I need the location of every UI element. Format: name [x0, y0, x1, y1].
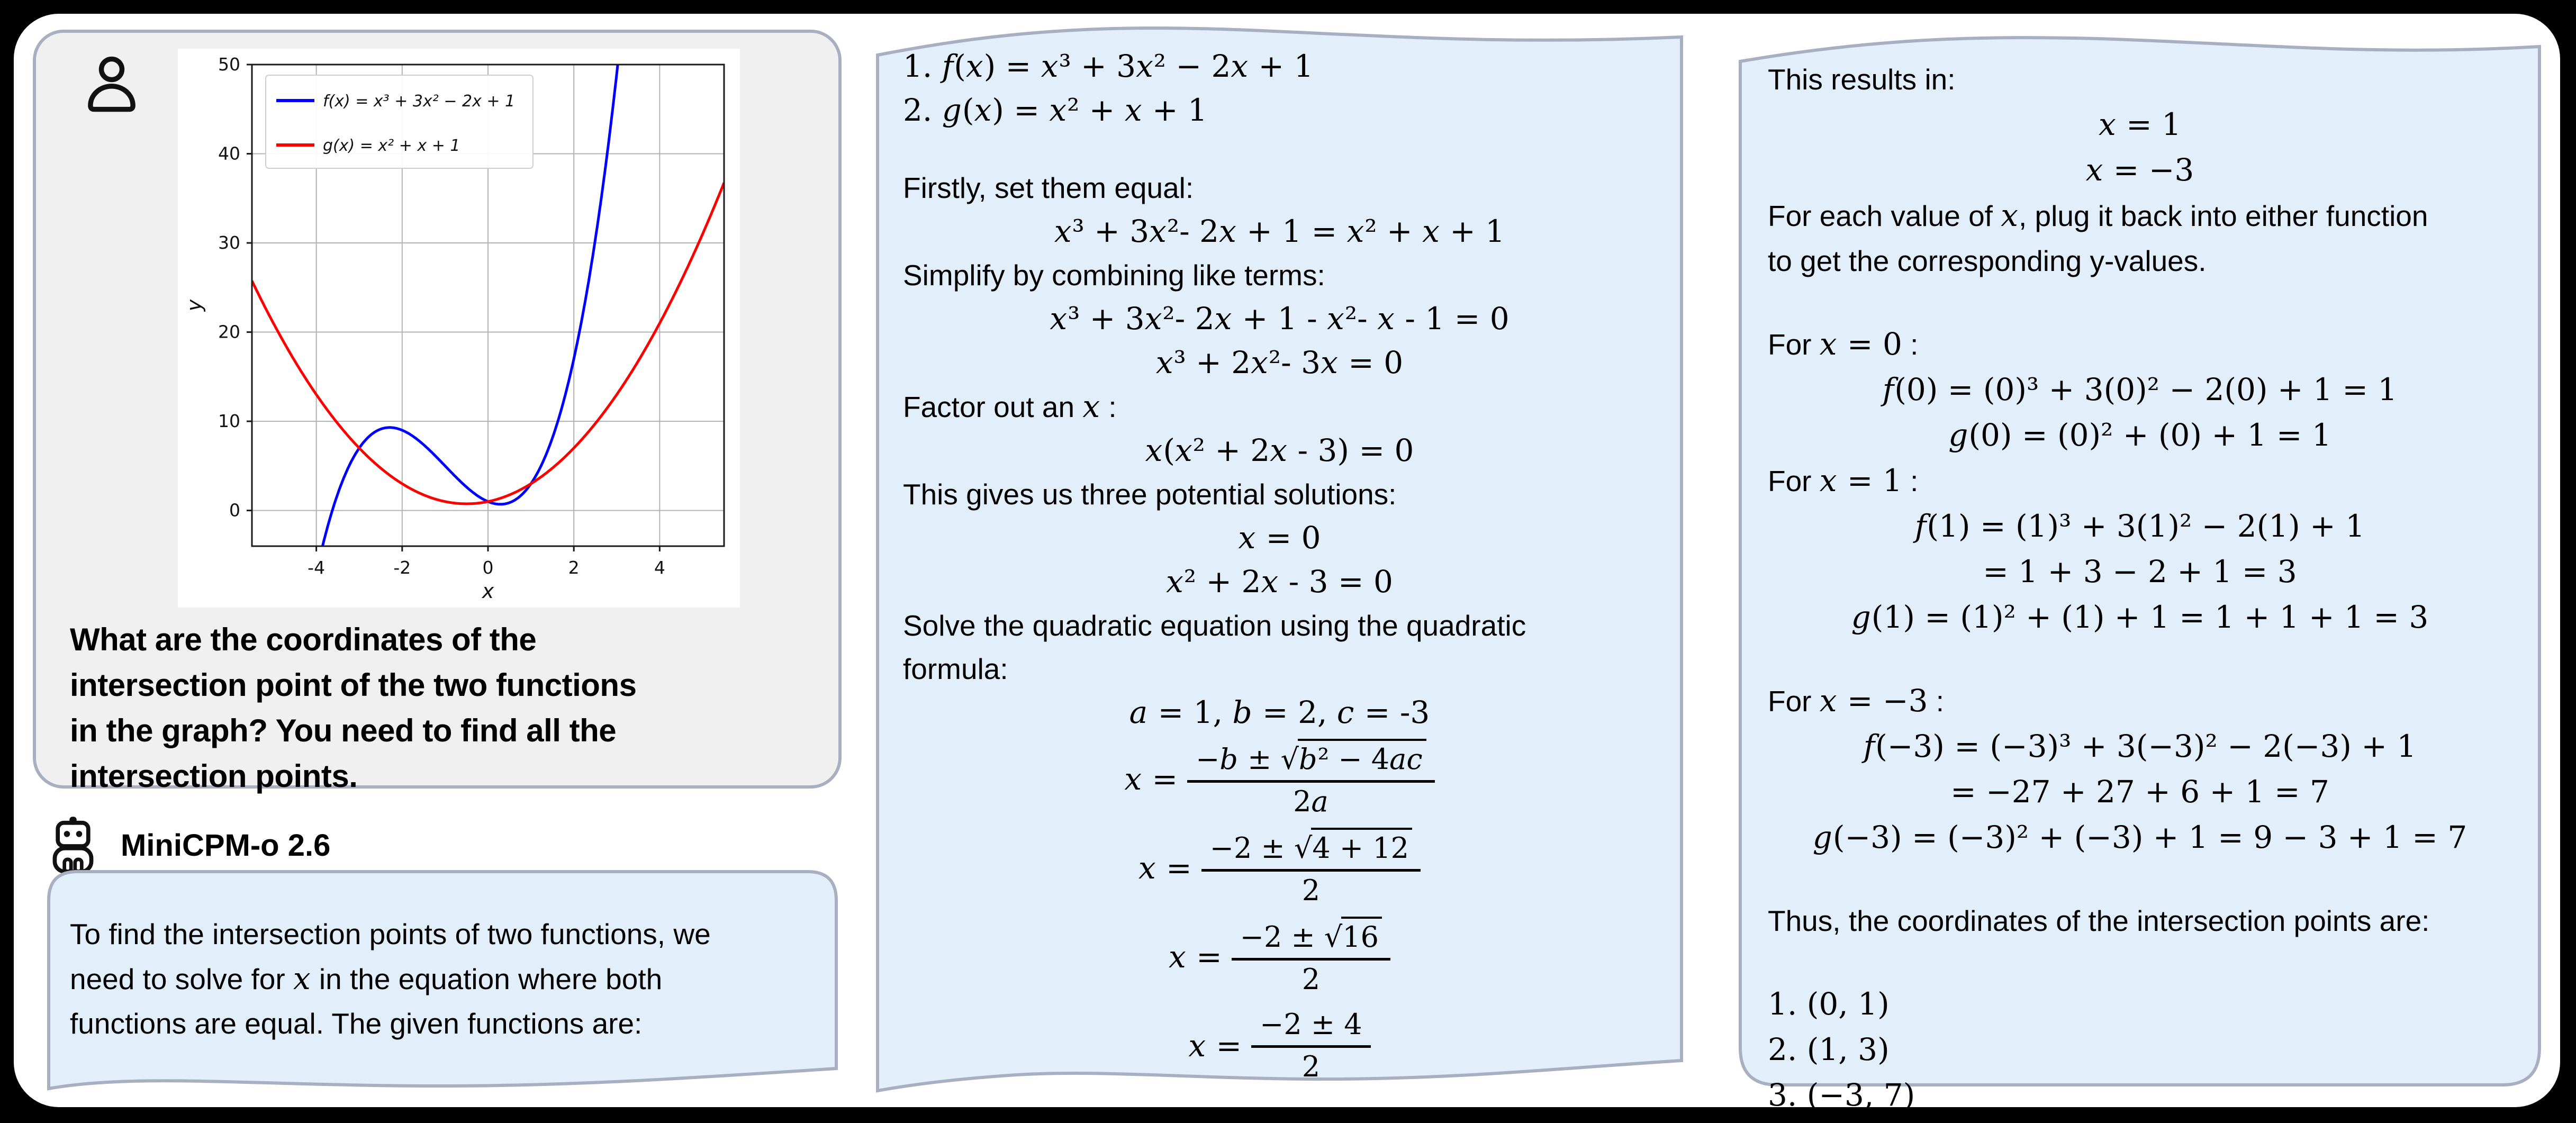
- chart: [178, 49, 740, 608]
- math-line: 2. (1, 3): [1768, 1031, 1890, 1067]
- math-line: x² + 2x - 3 = 0: [1166, 564, 1393, 600]
- math-line: = 1 + 3 − 2 + 1 = 3: [1983, 554, 2297, 590]
- math-line: x³ + 3x²- 2x + 1 - x²- x - 1 = 0: [1050, 301, 1510, 337]
- math-line: a = 1, b = 2, c = -3: [1129, 694, 1430, 730]
- svg-text:0: 0: [482, 557, 494, 578]
- fraction-line: x = $\frac{-2 \pm 4}{2}$: [903, 1001, 1656, 1090]
- math-line: g(1) = (1)² + (1) + 1 = 1 + 1 + 1 = 3: [1851, 599, 2429, 635]
- derivation-text: [875, 21, 1684, 1106]
- spacer: [1768, 861, 2512, 899]
- bubble-text: [46, 867, 839, 1098]
- text-line: To find the intersection points of two functions, we: [70, 918, 711, 950]
- text-line: Solve the quadratic equation using the quadratic: [903, 609, 1526, 642]
- text-line: For each value of x, plug it back into either function: [1768, 197, 2428, 233]
- svg-text:4: 4: [654, 557, 665, 578]
- answer-sheet-part2: [875, 21, 1684, 1106]
- text-line: Simplify by combining like terms:: [903, 259, 1325, 292]
- math-line: f(1) = (1)³ + 3(1)² − 2(1) + 1: [1914, 508, 2365, 544]
- math-line: x³ + 2x²- 3x = 0: [1155, 345, 1404, 381]
- answer-bubble-part1: [46, 867, 839, 1098]
- math-line: x(x² + 2x - 3) = 0: [1145, 432, 1414, 468]
- text-line: Thus, the coordinates of the intersection points are:: [1768, 904, 2430, 937]
- fraction-line: x = $\frac{\text{−b ± √b² − 4ac}}{2a}$: [903, 735, 1656, 823]
- math-line: = −27 + 27 + 6 + 1 = 7: [1950, 774, 2329, 810]
- math-line: x = −3: [2085, 152, 2194, 188]
- math-line: 2. g(x) = x² + x + 1: [903, 92, 1207, 128]
- text-line: need to solve for x in the equation where both: [70, 961, 663, 997]
- user-icon: [80, 52, 143, 114]
- math-line: f(−3) = (−3)³ + 3(−3)² − 2(−3) + 1: [1863, 728, 2417, 764]
- svg-text:-4: -4: [308, 557, 326, 578]
- function-graph-image: [178, 49, 740, 608]
- svg-text:50: 50: [218, 54, 240, 75]
- spacer: [903, 132, 1656, 166]
- math-line: g(−3) = (−3)² + (−3) + 1 = 9 − 3 + 1 = 7: [1812, 819, 2467, 855]
- question-line: What are the coordinates of the: [70, 622, 537, 657]
- math-line: 3. (−3, 7): [1768, 1077, 1915, 1113]
- fraction-line: x = $\frac{-2 \pm √4 + 12}{2}$: [903, 823, 1656, 912]
- text-line: functions are equal. The given functions are:: [70, 1007, 643, 1040]
- legend-label: f(x) = x³ + 3x² − 2x + 1: [323, 92, 516, 111]
- fraction-line: x = $\frac{-2 \pm √16}{2}$: [903, 912, 1656, 1001]
- text-line: For x = 1 :: [1768, 463, 1919, 499]
- text-line: formula:: [903, 653, 1008, 685]
- robot-icon: [48, 817, 98, 874]
- math-line: x³ + 3x²- 2x + 1 = x² + x + 1: [1054, 213, 1505, 249]
- x-axis-label: x: [482, 579, 494, 603]
- text-line: Firstly, set them equal:: [903, 171, 1194, 204]
- svg-text:40: 40: [218, 143, 240, 164]
- text-line: to get the corresponding y-values.: [1768, 244, 2207, 277]
- page-canvas: [14, 14, 2560, 1113]
- text-line: For x = 0 :: [1768, 326, 1919, 362]
- spacer: [1768, 284, 2512, 322]
- math-line: x = 0: [1238, 520, 1321, 556]
- model-row: [48, 816, 330, 874]
- math-line: 1. (0, 1): [1768, 986, 1890, 1022]
- math-line: 1. f(x) = x³ + 3x² − 2x + 1: [903, 48, 1314, 84]
- question-text: [70, 617, 827, 799]
- legend-label: g(x) = x² + x + 1: [323, 137, 460, 155]
- svg-text:0: 0: [229, 500, 240, 521]
- user-message-panel: [33, 30, 842, 794]
- text-line: Factor out an x :: [903, 388, 1117, 424]
- spacer: [1768, 944, 2512, 982]
- text-line: This results in:: [1768, 63, 1956, 96]
- result-text: [1738, 33, 2542, 1113]
- text-line: For x = −3 :: [1768, 683, 1945, 719]
- y-axis-label: y: [183, 299, 206, 312]
- svg-text:30: 30: [218, 232, 240, 253]
- text-line: This gives us three potential solutions:: [903, 478, 1397, 511]
- model-label: MiniCPM-o 2.6: [121, 828, 331, 863]
- math-line: x = 1: [2098, 106, 2182, 142]
- svg-text:20: 20: [218, 321, 240, 342]
- svg-text:-2: -2: [393, 557, 411, 578]
- svg-text:2: 2: [568, 557, 580, 578]
- svg-text:10: 10: [218, 411, 240, 432]
- spacer: [1768, 640, 2512, 678]
- question-line: intersection point of the two functions: [70, 667, 637, 703]
- question-line: in the graph? You need to find all the: [70, 713, 617, 748]
- math-line: f(0) = (0)³ + 3(0)² − 2(0) + 1 = 1: [1882, 372, 2398, 407]
- question-line: intersection points.: [70, 758, 358, 794]
- math-line: g(0) = (0)² + (0) + 1 = 1: [1948, 417, 2331, 453]
- answer-sheet-part3: [1738, 33, 2542, 1113]
